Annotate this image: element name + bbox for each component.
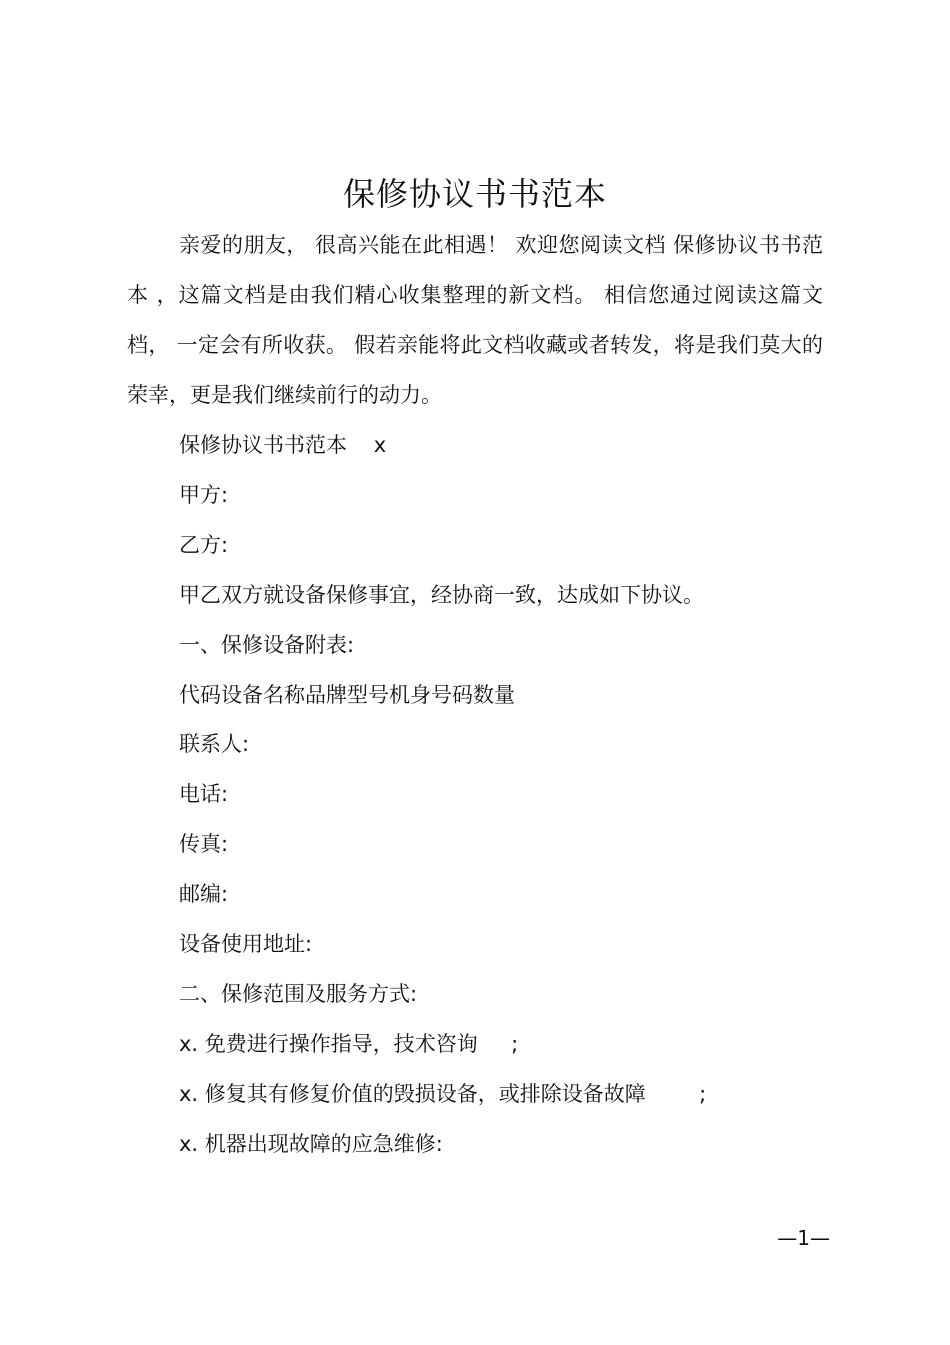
doc-line-phone: 电话:: [179, 782, 229, 806]
doc-line-contact: 联系人:: [179, 732, 250, 756]
doc-line-party-b: 乙方:: [179, 533, 229, 557]
doc-line-agreement: 甲乙双方就设备保修事宜，经协商一致，达成如下协议。: [179, 583, 704, 607]
doc-line-party-a: 甲方:: [179, 483, 229, 507]
doc-line-section-1: 一、保修设备附表:: [179, 633, 355, 657]
intro-paragraph: 亲爱的朋友， 很高兴能在此相遇！ 欢迎您阅读文档 保修协议书书范本 ，这篇文档是由我们精心收集整理的新文档。 相信您通过阅读这篇文档， 一定会有所收获。 假若亲能将此文档收藏或者转发，将是我们莫大的荣幸，更是我们继续前行的动力。: [127, 233, 823, 407]
doc-line-address: 设备使用地址:: [179, 932, 313, 956]
page-number: —1—: [777, 1226, 830, 1250]
doc-line-fax: 传真:: [179, 832, 229, 856]
doc-line-item-2: x. 修复其有修复价值的毁损设备，或排除设备故障 ;: [179, 1082, 707, 1106]
doc-line-heading: 保修协议书书范本 x: [179, 433, 387, 457]
doc-line-table-header: 代码设备名称品牌型号机身号码数量: [179, 683, 515, 707]
doc-line-postcode: 邮编:: [179, 882, 229, 906]
doc-line-item-3: x. 机器出现故障的应急维修:: [179, 1132, 443, 1156]
doc-line-section-2: 二、保修范围及服务方式:: [179, 982, 418, 1006]
doc-line-item-1: x. 免费进行操作指导，技术咨询 ;: [179, 1032, 519, 1056]
document-title: 保修协议书书范本: [342, 175, 607, 213]
